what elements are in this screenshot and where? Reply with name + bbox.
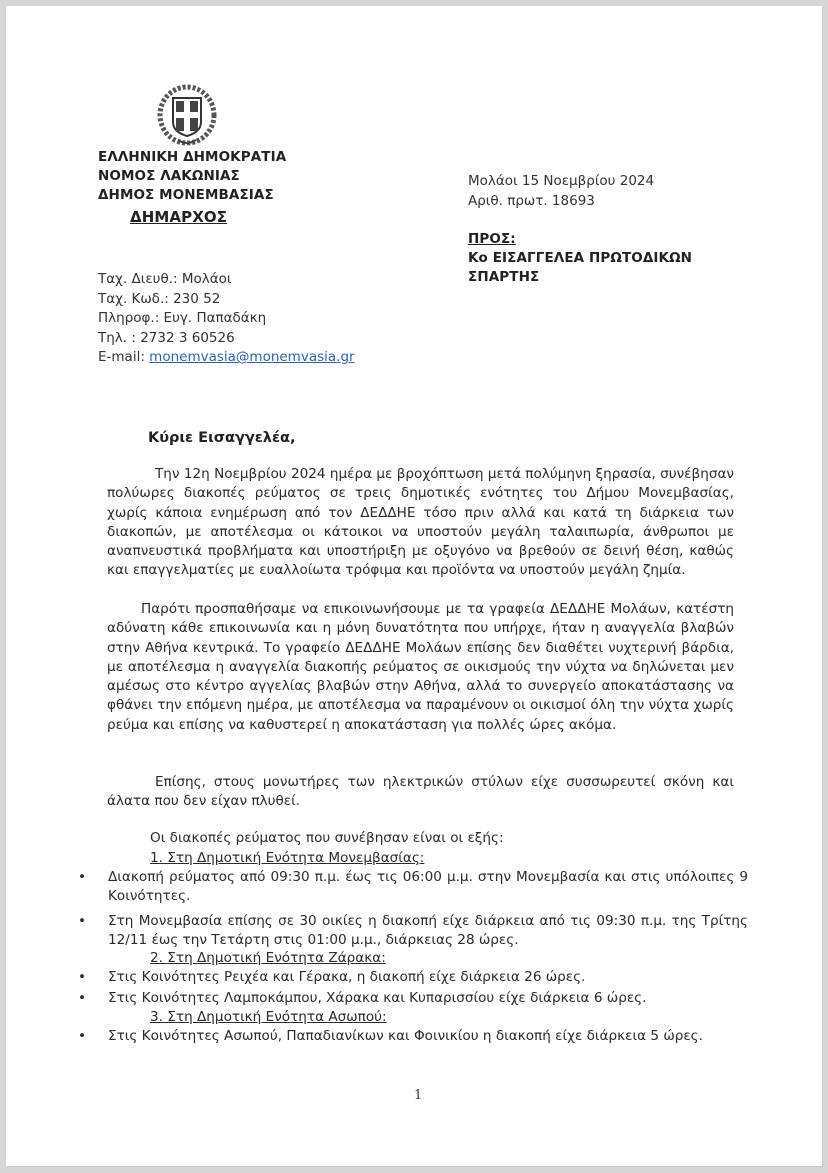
bullet-icon: • [78, 869, 87, 885]
to-label: ΠΡΟΣ: [468, 231, 516, 247]
contact-address: Ταχ. Διευθ.: Μολάοι [98, 271, 232, 287]
place-date: Μολάοι 15 Νοεμβρίου 2024 [468, 173, 655, 189]
paragraph-1: Την 12η Νοεμβρίου 2024 ημέρα με βροχόπτωση μετά πολύμηνη ξηρασία, συνέβησαν πολύωρες διακοπές ρεύματος σε τρεις δημοτικές ενότητες του Δήμου Μονεμβασίας, χωρίς κάποια ενημέρωση από τον ΔΕΔΔΗΕ τόσο πριν αλλά και κατά τη διάρκεια των διακοπών, με αποτέλεσμα οι κάτοικοι να υποστούν μεγάλη ταλαιπωρία, άνθρωποι με αναπνευστικά προβλήματα και υποστήριξη με οξυγόνο να βρεθούν σε δεινή θέση, καθώς και επαγγελματίες με ευαλλοίωτα τρόφιμα και προϊόντα να υποστούν μεγάλη ζημία. [107, 466, 734, 579]
contact-phone: Τηλ. : 2732 3 60526 [98, 329, 235, 346]
contact-email-row [98, 348, 355, 368]
salutation: Κύριε Εισαγγελέα, [148, 430, 296, 446]
bullet-icon: • [78, 990, 87, 1006]
issuer-line-country: ΕΛΛΗΝΙΚΗ ΔΗΜΟΚΡΑΤΙΑ [98, 149, 287, 165]
greek-coat-of-arms-icon [156, 84, 218, 148]
issuer-line-municipality: ΔΗΜΟΣ ΜΟΝΕΜΒΑΣΙΑΣ [98, 187, 274, 203]
paragraph-2: Παρότι προσπαθήσαμε να επικοινωνήσουμε με τα γραφεία ΔΕΔΔΗΕ Μολάων, κατέστη αδύνατη κάθε επικοινωνία και η μόνη δυνατότητα που υπήρχε, ήταν η αναγγελία βλαβών στην Αθήνα κεντρικά. Το γραφείο ΔΕΔΔΗΕ Μολάων επίσης δεν διαθέτει νυχτερινή βάρδια, με αποτέλεσμα η αναγγελία διακοπής ρεύματος σε οικισμούς την νύχτα να δηλώνεται μεν αμέσως στο κέντρο αγγελίας βλαβών στην Αθήνα, αλλά το συνεργείο αποκατάστασης να φθάνει την επόμενη ημέρα, με αποτέλεσμα να παραμένουν οι οικισμοί όλη την νύχτα χωρίς ρεύμα και επίσης να καθυστερεί η αποκατάσταση για πολλές ώρες ακόμα. [107, 601, 734, 733]
list-item-text: Στις Κοινότητες Ρειχέα και Γέρακα, η διακοπή είχε διάρκεια 26 ώρες. [108, 969, 586, 985]
list-item-text: Διακοπή ρεύματος από 09:30 π.μ. έως τις 06:00 μ.μ. στην Μονεμβασία και στις υπόλοιπες 9 Κοινότητες. [108, 869, 748, 905]
bullet-icon: • [78, 969, 87, 985]
contact-email-link[interactable]: monemvasia@monemvasia.gr [149, 349, 355, 365]
bullet-icon: • [78, 1028, 87, 1044]
section-heading-monemvasia: 1. Στη Δημοτική Ενότητα Μονεμβασίας: [150, 850, 425, 866]
protocol-number: Αριθ. πρωτ. 18693 [468, 193, 595, 209]
page-number: 1 [414, 1088, 423, 1103]
list-item-text: Στη Μονεμβασία επίσης σε 30 οικίες η διακοπή είχε διάρκεια από τις 09:30 π.μ. της Τρίτης 12/11 έως την Τετάρτη στις 01:00 μ.μ., διάρκειας 28 ώρες. [108, 913, 748, 949]
bullet-icon: • [78, 913, 87, 929]
section-heading-zaraka: 2. Στη Δημοτική Ενότητα Ζάρακα: [150, 950, 386, 966]
section-heading-asopos: 3. Στη Δημοτική Ενότητα Ασωπού: [150, 1009, 387, 1025]
document-page [6, 6, 823, 1167]
recipient-line-2: ΣΠΑΡΤΗΣ [468, 269, 540, 285]
contact-postal-code: Ταχ. Κωδ.: 230 52 [98, 290, 221, 307]
list-item-text: Στις Κοινότητες Ασωπού, Παπαδιανίκων και Φοινικίου η διακοπή είχε διάρκεια 5 ώρες. [108, 1028, 703, 1044]
contact-email-label: E-mail: [98, 349, 150, 365]
contact-info-person: Πληροφ.: Ευγ. Παπαδάκη [98, 310, 267, 326]
list-intro: Οι διακοπές ρεύματος που συνέβησαν είναι οι εξής: [150, 830, 504, 846]
issuer-line-prefecture: ΝΟΜΟΣ ΛΑΚΩΝΙΑΣ [98, 168, 240, 184]
issuer-office: ΔΗΜΑΡΧΟΣ [130, 208, 228, 226]
contact-block [98, 270, 355, 368]
paragraph-3: Επίσης, στους μονωτήρες των ηλεκτρικών στύλων είχε συσσωρευτεί σκόνη και άλατα που δεν είχαν πλυθεί. [107, 774, 734, 810]
recipient-line-1: Κο ΕΙΣΑΓΓΕΛΕΑ ΠΡΩΤΟΔΙΚΩΝ [468, 250, 693, 266]
list-item-text: Στις Κοινότητες Λαμποκάμπου, Χάρακα και Κυπαρισσίου είχε διάρκεια 6 ώρες. [108, 990, 647, 1006]
issuer-block [98, 148, 286, 205]
